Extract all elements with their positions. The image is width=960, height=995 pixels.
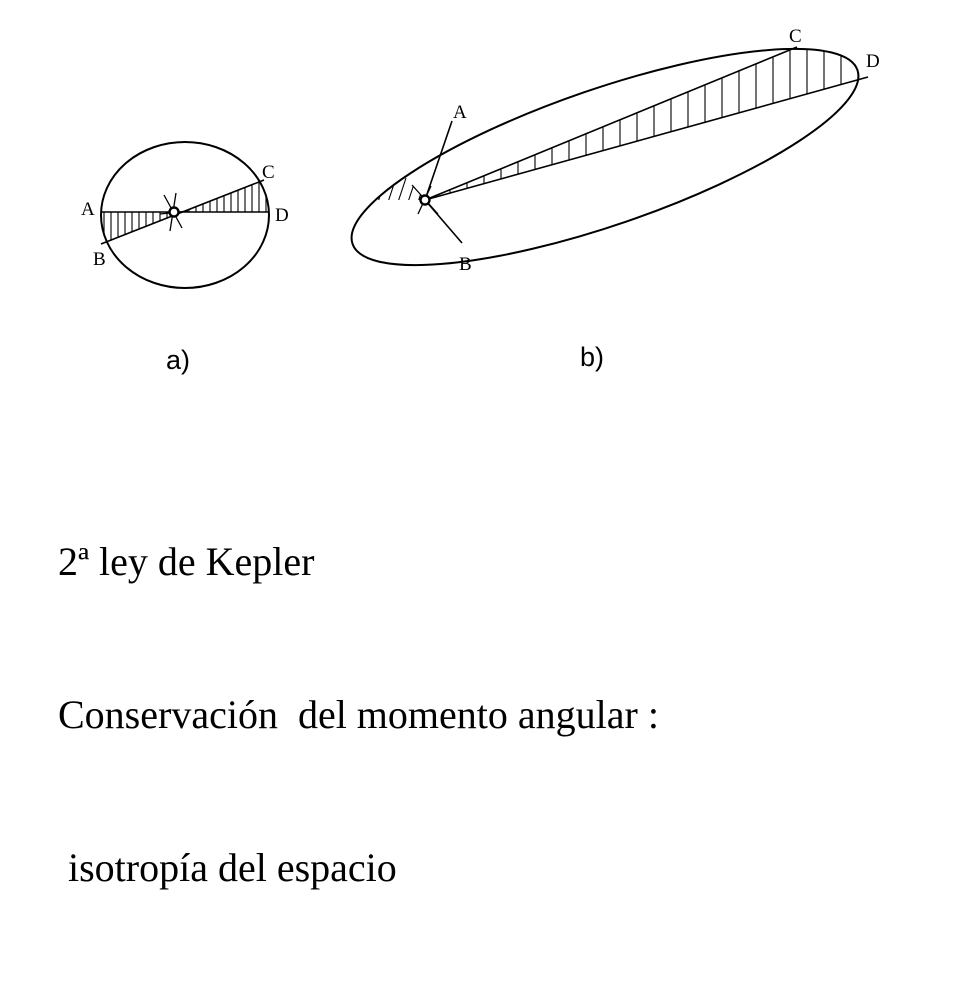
figure-b-line-sun-c xyxy=(425,47,797,200)
figure-a-point-a: A xyxy=(81,199,95,220)
figure-b xyxy=(330,6,879,372)
law-origin: isotropía del espacio xyxy=(58,845,397,890)
figure-a xyxy=(81,142,289,375)
figure-a-caption: a) xyxy=(166,345,191,375)
figure-a-point-d: D xyxy=(275,205,289,226)
figure-b-point-a: A xyxy=(453,102,467,123)
figure-b-sun xyxy=(421,196,430,205)
figure-b-caption: b) xyxy=(580,342,605,372)
law-title: 2ª ley de Kepler xyxy=(58,539,315,584)
law-statement: Conservación del momento angular : xyxy=(58,692,659,737)
caption-text xyxy=(58,434,659,995)
figure-b-point-b: B xyxy=(459,254,472,275)
figure-b-orbit xyxy=(330,6,879,308)
figure-b-point-d: D xyxy=(866,51,880,72)
figure-a-orbit xyxy=(101,142,269,288)
figure-b-point-c: C xyxy=(789,26,802,47)
figure-a-point-b: B xyxy=(93,249,106,270)
figure-a-sun xyxy=(170,208,179,217)
figure-a-point-c: C xyxy=(262,162,275,183)
figure-b-hatch-line xyxy=(409,187,414,201)
